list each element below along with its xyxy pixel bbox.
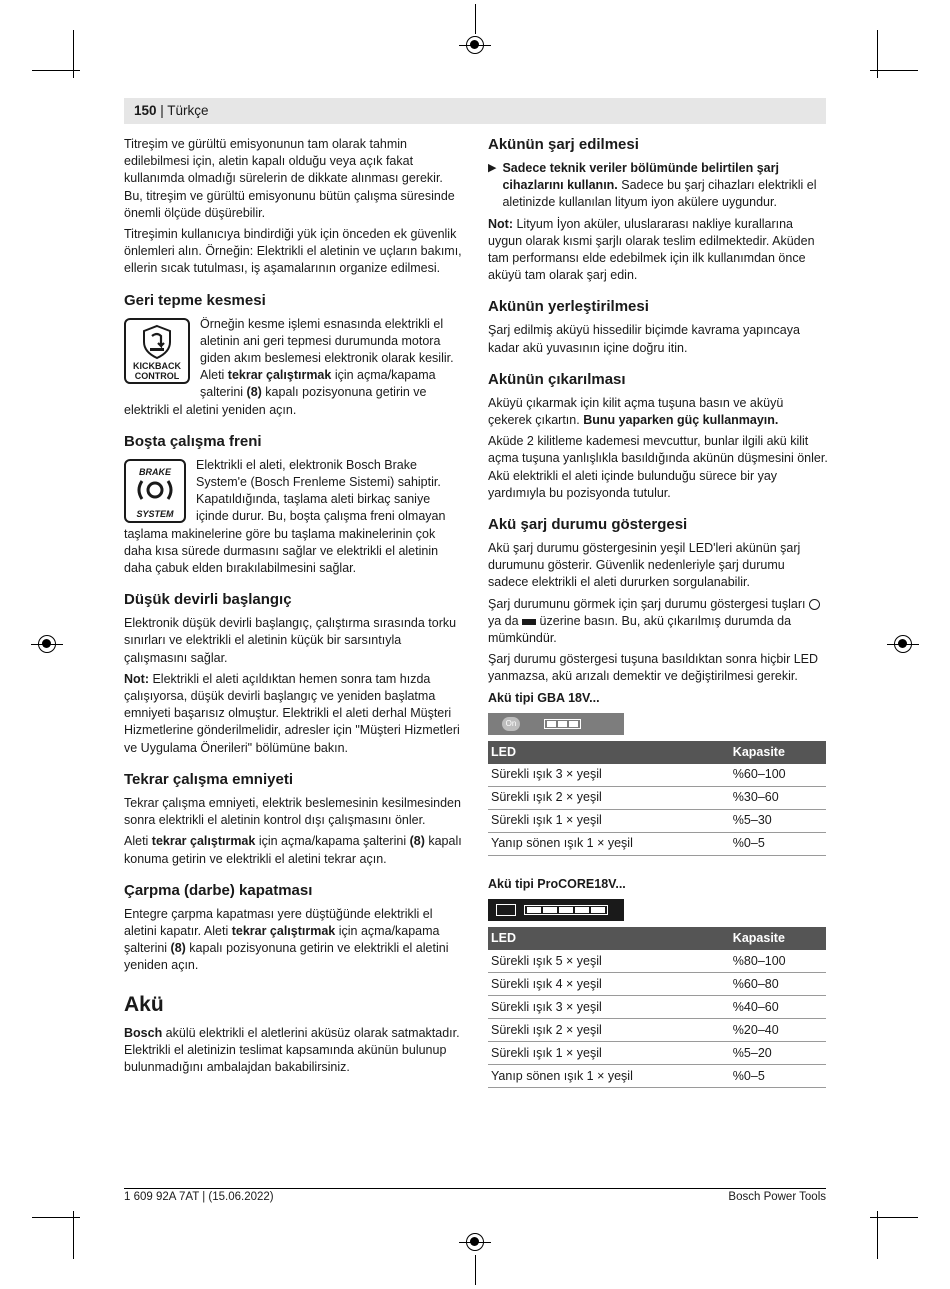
table-cell: %40–60 [730, 996, 826, 1019]
brake-section [124, 457, 462, 577]
table-cell: %60–80 [730, 973, 826, 996]
right-column [488, 136, 828, 1108]
crop-mark [870, 70, 918, 71]
battery-button-icon [522, 619, 536, 625]
intro-paragraph: Titreşim ve gürültü emisyonunun tam olarak tahmin edilebilmesi için, aletin kapalı olduğu veya açık fakat kullanımda olmadığı sürelerin de dikkate alınması gerekir. Bu, titreşim ve gürültü emisyonunu bütün çalışma süresinde önemli ölçüde düşürebilir. [124, 137, 455, 220]
crop-mark [73, 1211, 74, 1259]
indicator-text-2: Şarj durumunu görmek için şarj durumu göstergesi tuşları ya da üzerine basın. Bu, akü çıkarılmış durumda da mümkündür. [488, 596, 828, 648]
table-row [488, 1042, 826, 1065]
kickback-section [124, 316, 462, 419]
gba-battery-indicator [488, 713, 624, 735]
brake-icon-label: BRAKE [138, 466, 171, 477]
restart-text: Tekrar çalışma emniyeti, elektrik beslemesinin kesilmesinden sonra elektrikli el aletinin kontrol dışı çalışmasını önler. [124, 795, 461, 828]
battery-level-icon [524, 905, 608, 915]
table-cell: %60–100 [730, 764, 826, 787]
page-language: Türkçe [167, 103, 209, 118]
bullet-arrow-icon: ▶ [488, 162, 497, 174]
table-cell: Yanıp sönen ışık 1 × yeşil [488, 1065, 730, 1088]
crop-mark [475, 4, 476, 34]
table-header: Kapasite [730, 927, 826, 950]
brake-icon-label: SYSTEM [136, 508, 174, 519]
battery-button-icon [496, 904, 516, 916]
section-title-insert: Akünün yerleştirilmesi [488, 298, 649, 316]
table-row [488, 996, 826, 1019]
footer-brand: Bosch Power Tools [728, 1191, 826, 1203]
table-cell: %20–40 [730, 1019, 826, 1042]
table-row [488, 950, 826, 973]
crop-mark [877, 1211, 878, 1259]
table-row [488, 833, 826, 856]
table-cell: %5–20 [730, 1042, 826, 1065]
section-title-kickback: Geri tepme kesmesi [124, 291, 266, 309]
table-cell: %5–30 [730, 810, 826, 833]
crop-mark [870, 1217, 918, 1218]
crop-mark [32, 1217, 80, 1218]
procore-battery-indicator [488, 899, 624, 921]
battery-text: Bosch akülü elektrikli el aletlerini aküsüz olarak satmaktadır. Elektrikli el aletinizin teslimat kapsamında akünün bulunup bulunmadığını ambalajdan bakabilirsiniz. [124, 1025, 460, 1074]
table-row [488, 810, 826, 833]
section-title-brake: Boşta çalışma freni [124, 432, 262, 450]
table-cell: %30–60 [730, 787, 826, 810]
intro-paragraph: Titreşimin kullanıcıya bindirdiği yük için önceden ek güvenlik önlemleri alın. Örneğin: Elektrikli el aletinin ve uçların bakımı, ellerin sıcak tutulması, iş aşamalarının organize edilmesi. [124, 227, 462, 276]
table-row [488, 1019, 826, 1042]
footer-doc-id: 1 609 92A 7AT | (15.06.2022) [124, 1191, 274, 1203]
charging-note: Not: Lityum İyon aküler, uluslararası nakliye kurallarına uygun olarak kısmi şarjlı olarak teslim edilmektedir. Aküden tam performansı elde edebilmek için ilk kullanımdan önce aküyü tam olarak şarj edin. [488, 216, 815, 283]
kickback-icon-label: CONTROL [134, 370, 180, 381]
table-cell: Sürekli ışık 1 × yeşil [488, 1042, 730, 1065]
table1-caption: Akü tipi GBA 18V... [488, 690, 600, 705]
table-cell: Sürekli ışık 3 × yeşil [488, 764, 730, 787]
crop-mark [475, 1255, 476, 1285]
registration-mark-icon [466, 36, 484, 54]
softstart-text: Elektronik düşük devirli başlangıç, çalıştırma sırasında torku sınırları ve elektrikli el aletinin küçük bir sarsıntıyla çalışmasını sağlar. [124, 616, 457, 665]
section-title-indicator: Akü şarj durumu göstergesi [488, 516, 688, 534]
table-cell: Sürekli ışık 4 × yeşil [488, 973, 730, 996]
section-title-battery: Akü [124, 992, 164, 1016]
page-header: 150 | Türkçe [134, 103, 209, 118]
table-cell: Sürekli ışık 5 × yeşil [488, 950, 730, 973]
table-header: LED [488, 741, 730, 764]
table-header: LED [488, 927, 730, 950]
charging-bullet: ▶ Sadece teknik veriler bölümünde belirtilen şarj cihazlarını kullanın. Sadece bu şarj cihazları elektrikli el aletinizde kullanılan lityum iyon akülere uygundur. [488, 160, 828, 212]
procore-capacity-table [488, 927, 826, 1088]
page-header-bar [124, 98, 826, 124]
footer-divider [124, 1188, 826, 1189]
brake-text: Elektrikli el aleti, elektronik Bosch Brake System'e (Bosch Frenleme Sistemi) sahiptir. Kapatıldığında, taşlama aleti birkaç saniye içinde durur. Bu, boşta çalışma freni olmayan taşlama makinelerine göre bu taşlama makinelerinin çok daha kısa sürede durmasını sağlar ve elektrikli el aletinin daha çabuk elden bırakılabilmesini sağlar. [124, 457, 446, 576]
table-row [488, 764, 826, 787]
brake-system-icon [124, 459, 186, 523]
on-button-icon: On [502, 717, 520, 731]
table-cell: Sürekli ışık 1 × yeşil [488, 810, 730, 833]
softstart-note: Not: Elektrikli el aleti açıldıktan hemen sonra tam hızda çalışıyorsa, düşük devirli başlangıç ve yeniden başlatma emniyeti başarısız olmuştur. Elektrikli el aleti derhal Müşteri Hizmetlerine gönderilmelidir, adresler için "Müşteri Hizmetleri ve Uygulama Önerileri" bölümüne bakın. [124, 671, 460, 755]
kickback-icon-label: KICKBACK [133, 360, 181, 371]
table-cell: %80–100 [730, 950, 826, 973]
battery-level-icon [544, 719, 581, 729]
page-number: 150 [134, 103, 157, 118]
table-cell: %0–5 [730, 833, 826, 856]
table-row [488, 973, 826, 996]
section-title-charging: Akünün şarj edilmesi [488, 136, 639, 153]
gba-capacity-table [488, 741, 826, 856]
left-column [124, 136, 462, 1080]
section-title-impact: Çarpma (darbe) kapatması [124, 881, 313, 899]
table-cell: Sürekli ışık 2 × yeşil [488, 787, 730, 810]
remove-text-2: Aküde 2 kilitleme kademesi mevcuttur, bunlar ilgili akü kilit açma tuşuna yanlışlıkla basıldığında akünün düşmesini önler. Akü elektrikli el aleti içinde bulunduğu sürece bir yay yardımıyla bu pozisyonda tutulur. [488, 434, 828, 500]
registration-mark-icon [466, 1233, 484, 1251]
kickback-text: Örneğin kesme işlemi esnasında elektrikli el aletinin ani geri tepmesi durumunda motora giden akım beslemesi elektronik olarak kesilir. [200, 316, 454, 366]
kickback-text-2: Aleti tekrar çalıştırmak için açma/kapama şalterini (8) kapalı pozisyonuna getirin ve elektrikli el aletini yeniden açın. [124, 368, 436, 417]
table-cell: %0–5 [730, 1065, 826, 1088]
registration-mark-icon [894, 635, 912, 653]
section-title-restart: Tekrar çalışma emniyeti [124, 770, 293, 788]
table2-caption: Akü tipi ProCORE18V... [488, 877, 626, 892]
on-button-icon [809, 599, 820, 610]
indicator-text: Akü şarj durumu göstergesinin yeşil LED'leri akünün şarj durumunu gösterir. Güvenlik nedenleriyle şarj durumu sadece elektrikli el aleti dururken sorgulanabilir. [488, 541, 801, 590]
indicator-text-3: Şarj durumu göstergesi tuşuna basıldıktan sonra hiçbir LED yanmazsa, akü arızalı demektir ve değiştirilmesi gerekir. [488, 652, 819, 684]
remove-text: Aküyü çıkarmak için kilit açma tuşuna basın ve aküyü çekerek çıkartın. Bunu yaparken güç kullanmayın. [488, 395, 784, 428]
section-title-softstart: Düşük devirli başlangıç [124, 591, 292, 609]
kickback-control-icon [124, 318, 190, 384]
registration-mark-icon [38, 635, 56, 653]
section-title-remove: Akünün çıkarılması [488, 370, 626, 388]
insert-text: Şarj edilmiş aküyü hissedilir biçimde kavrama yapıncaya kadar akü yuvasının içine doğru itin. [488, 323, 800, 355]
table-row [488, 1065, 826, 1088]
table-cell: Yanıp sönen ışık 1 × yeşil [488, 833, 730, 856]
crop-mark [32, 70, 80, 71]
table-header-row [488, 927, 826, 950]
restart-text-2: Aleti tekrar çalıştırmak için açma/kapama şalterini (8) kapalı konuma getirin ve elektrikli el aletini tekrar açın. [124, 834, 462, 866]
impact-text: Entegre çarpma kapatması yere düştüğünde elektrikli el aletini kapatır. Aleti tekrar çalıştırmak için açma/kapama şalterini (8) kapalı pozisyonuna getirin ve elektrikli el aletini yeniden açın. [124, 906, 449, 973]
table-row [488, 787, 826, 810]
table-header-row [488, 741, 826, 764]
table-cell: Sürekli ışık 3 × yeşil [488, 996, 730, 1019]
table-header: Kapasite [730, 741, 826, 764]
table-cell: Sürekli ışık 2 × yeşil [488, 1019, 730, 1042]
